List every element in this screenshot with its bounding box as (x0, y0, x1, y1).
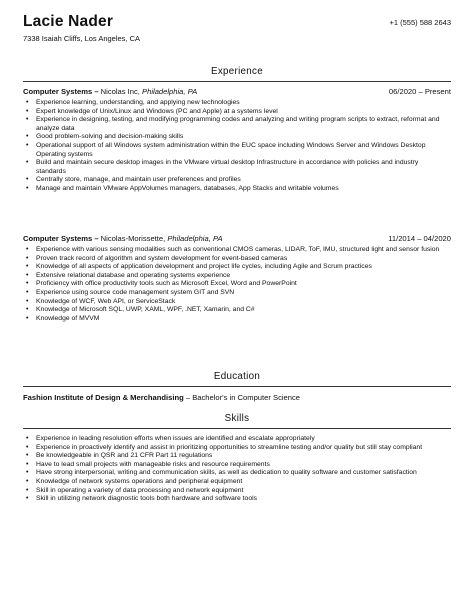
job-header (23, 87, 451, 96)
list-item: • Experience in leading resolution efforts when issues are identified and escalate appropriately (23, 435, 447, 444)
job-company: Nicolas Inc, (100, 87, 143, 96)
job-title: Computer Systems (23, 87, 93, 96)
candidate-name: Lacie Nader (23, 13, 114, 30)
job-company: Nicolas-Morissette, (100, 234, 168, 243)
job-dates: 11/2014 – 04/2020 (388, 234, 451, 243)
experience-heading: Experience (210, 66, 263, 77)
job-bullets (23, 99, 447, 194)
skills-heading: Skills (224, 413, 250, 424)
list-item: • Knowledge of network systems operations and peripheral equipment (23, 478, 447, 487)
list-item: • Knowledge of all aspects of application development and project life cycles, including Agile and Scrum practices (23, 263, 447, 272)
list-item: • Good problem-solving and decision-making skills (23, 133, 447, 142)
list-item: • Skill in operating a variety of data processing and network equipment (23, 487, 447, 496)
list-item: • Centrally store, manage, and maintain user preferences and profiles (23, 176, 447, 185)
candidate-address: 7338 Isaiah Cliffs, Los Angeles, CA (23, 34, 141, 43)
list-item: • Have strong interpersonal, writing and communication skills, as well as dedication to quality software and customer satisfaction (23, 469, 447, 478)
skills-list (23, 435, 447, 504)
education-divider (23, 386, 451, 387)
list-item: • Experience learning, understanding, and applying new technologies (23, 99, 447, 108)
job-title: Computer Systems (23, 234, 93, 243)
school-name: Fashion Institute of Design & Merchandising (23, 393, 184, 402)
job-location: Philadelphia, PA (167, 234, 223, 243)
list-item: • Knowledge of Microsoft SQL, UWP, XAML, WPF, .NET, Xamarin, and C# (23, 306, 447, 315)
education-heading: Education (213, 371, 261, 382)
education-entry (23, 393, 300, 402)
list-item: • Build and maintain secure desktop images in the VMware virtual desktop Infrastructure in accordance with policies and industry standards (23, 159, 447, 176)
list-item: • Experience with various sensing modalities such as conventional CMOS cameras, LIDAR, ToF, IMU, structured light and sensor fusion (23, 246, 447, 255)
experience-divider (23, 81, 451, 82)
job-location: Philadelphia, PA (142, 87, 198, 96)
list-item: • Have to lead small projects with manageable risks and resource requirements (23, 461, 447, 470)
list-item: • Experience using source code management system GIT and SVN (23, 289, 447, 298)
candidate-phone: +1 (555) 588 2643 (389, 18, 451, 27)
list-item: • Proven track record of algorithm and system development for event-based cameras (23, 255, 447, 264)
education-separator: – (183, 393, 193, 402)
list-item: • Manage and maintain VMware AppVolumes managers, databases, App Stacks and writable volumes (23, 185, 447, 194)
list-item: • Skill in utilizing network diagnostic tools both hardware and software tools (23, 495, 447, 504)
list-item: • Operational support of all Windows system administration within the EUC space including Windows Server and Windows Desktop Operating systems (23, 142, 447, 159)
list-item: • Expert knowledge of Unix/Linux and Windows (PC and Apple) at a systems level (23, 108, 447, 117)
list-item: • Proficiency with office productivity tools such as Microsoft Excel, Word and PowerPoint (23, 280, 447, 289)
list-item: • Extensive relational database and operating systems experience (23, 272, 447, 281)
job-dates: 06/2020 – Present (388, 87, 451, 96)
list-item: • Experience in designing, testing, and modifying programming codes and analyzing and writing program scripts to extract, reformat and analyze data (23, 116, 447, 133)
list-item: • Knowledge of WCF, Web API, or ServiceStack (23, 298, 447, 307)
job-separator: – (92, 234, 101, 243)
job-header (23, 234, 451, 243)
list-item: • Be knowledgeable in QSR and 21 CFR Part 11 regulations (23, 452, 447, 461)
list-item: • Experience in proactively identify and assist in prioritizing opportunities to streamline testing and/or quality but still stay compliant (23, 444, 447, 453)
degree: Bachelor's in Computer Science (192, 393, 301, 402)
job-separator: – (92, 87, 101, 96)
job-bullets (23, 246, 447, 323)
skills-divider (23, 428, 451, 429)
list-item: • Knowledge of MVVM (23, 315, 447, 324)
